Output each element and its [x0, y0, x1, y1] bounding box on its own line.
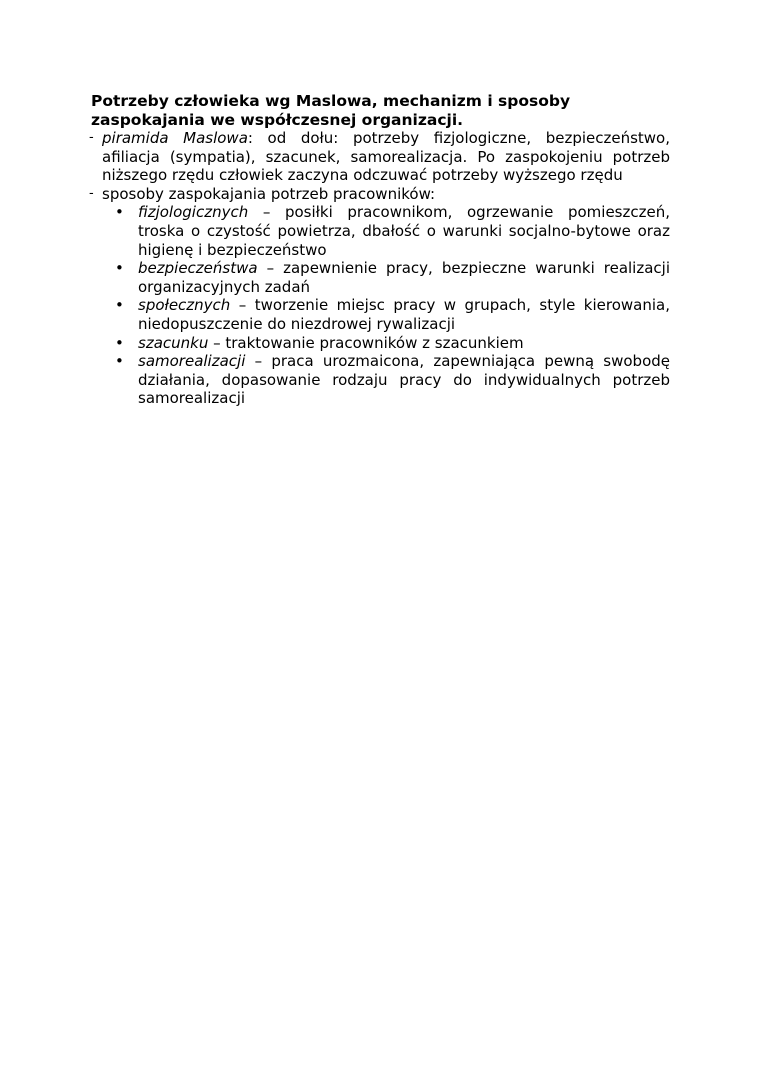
bullet-marker: • [115, 296, 124, 315]
text-self-actualization: – praca urozmaicona, zapewniająca pewną swobodę działania, dopasowanie rodzaju pracy do indywidualnych potrzeb samorealizacji [138, 352, 670, 408]
bullet-marker: • [115, 333, 124, 352]
bullet-item-physiological [91, 203, 670, 259]
bullet-item-self-actualization [91, 352, 670, 408]
term-safety: bezpieczeństwa [138, 259, 258, 278]
list-item-satisfaction-methods [91, 185, 670, 204]
bullet-item-social [91, 296, 670, 333]
needs-bullet-list [91, 203, 670, 408]
bullet-item-safety [91, 259, 670, 296]
title-line-1: Potrzeby człowieka wg Maslowa, mechanizm i sposoby [91, 92, 571, 110]
dash-marker: - [89, 185, 94, 201]
text-maslow-pyramid: : od dołu: potrzeby fizjologiczne, bezpieczeństwo, afiliacja (sympatia), szacunek, samorealizacja. Po zaspokojeniu potrzeb niższego rzędu człowiek zaczyna odczuwać potrzeby wyższego rzędu [102, 129, 670, 185]
term-maslow-pyramid: piramida Maslowa [102, 129, 248, 147]
term-self-actualization: samorealizacji [138, 352, 246, 371]
document-title [91, 92, 670, 129]
text-physiological: – posiłki pracownikom, ogrzewanie pomieszczeń, troska o czystość powietrza, dbałość o warunki socjalno-bytowe oraz higienę i bezpieczeństwo [138, 203, 670, 259]
text-esteem: – traktowanie pracowników z szacunkiem [208, 333, 524, 352]
title-line-2: zaspokajania we współczesnej organizacji. [91, 110, 464, 129]
list-item-maslow-pyramid [91, 129, 670, 185]
term-social: społecznych [138, 296, 231, 315]
bullet-marker: • [115, 203, 124, 222]
bullet-marker: • [115, 259, 124, 278]
term-physiological: fizjologicznych [138, 203, 249, 222]
text-safety: – zapewnienie pracy, bezpieczne warunki realizacji organizacyjnych zadań [138, 259, 670, 296]
document-body [91, 129, 670, 408]
bullet-item-esteem [91, 334, 670, 353]
term-esteem: szacunku [138, 333, 209, 352]
document-page [91, 92, 670, 408]
text-satisfaction-methods: sposoby zaspokajania potrzeb pracowników: [102, 184, 436, 203]
text-social: – tworzenie miejsc pracy w grupach, style kierowania, niedopuszczenie do niezdrowej rywalizacji [138, 296, 670, 333]
dash-marker: - [89, 130, 94, 145]
bullet-marker: • [115, 352, 124, 371]
